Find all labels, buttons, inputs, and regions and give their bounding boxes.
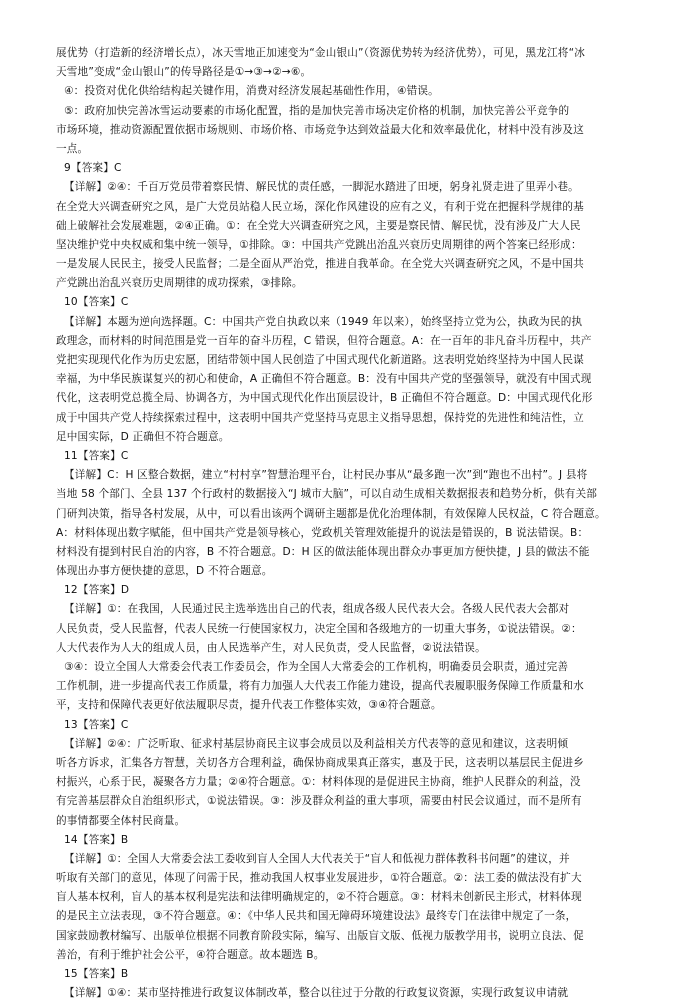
text-line: 展优势（打造新的经济增长点），冰天雪地正加速变为“金山银山”（资源优势转为经济优势），可见，黑龙江将“冰 [56,47,586,59]
text-line: 体现出办事方便快捷的意思，D 不符合题意。 [56,565,273,578]
text-line: 足中国实际，D 正确但不符合题意。 [56,430,230,443]
text-line: 【详解】②④：千百万党员带着察民情、解民忧的责任感，一脚泥水踏进了田埂，躬身礼贤走进了里弄小巷。 [64,181,579,194]
text-line: ④：投资对优化供给结构起关键作用，消费对经济发展起基础性作用，④错误。 [64,85,439,98]
text-line: 市场环境，推动资源配置依据市场规则、市场价格、市场竞争达到效益最大化和效率最优化，材料中没有涉及这 [56,123,584,136]
text-line: 产党跳出治乱兴衰历史周期律的成功探索，③排除。 [56,277,303,290]
text-line: 12【答案】D [64,584,130,597]
text-line: 9【答案】C [64,162,122,175]
text-line: 人民负责，受人民监督，代表人民统一行使国家权力，决定全国和各级地方的一切重大事务，①说法错误。②： [56,622,582,635]
text-line: 听取有关部门的意见，体现了问需于民，推动我国人权事业发展进步，①符合题意。②：法工委的做法没有扩大 [56,872,582,885]
text-line: 天雪地”变成“金山银山”的传导路径是①→③→②→⑥。 [56,66,312,79]
text-line: 材料没有提到村民自治的内容，B 不符合题意。D：H 区的做法能体现出群众办事更加方便快捷，J 县的做法不能 [56,545,590,558]
text-line: 11【答案】C [64,449,129,462]
text-line: ③④：设立全国人大常委会代表工作委员会，作为全国人大常委会的工作机构，明确委员会职责，通过完善 [64,661,569,673]
text-line: 成于中国共产党人持续探索过程中，这表明中国共产党坚持马克思主义指导思想，保持党的先进性和纯洁性，立 [56,411,584,424]
document-page [56,44,640,1003]
text-line: 的是民主立法表现，③不符合题意。④：《中华人民共和国无障碍环境建设法》最终专门在法律中规定了一条， [56,910,577,923]
text-line: 国家鼓励教材编写、出版单位根据不同教育阶段实际，编写、出版盲文版、低视力版教学用书，说明立良法、促 [56,929,584,942]
text-line: 一是发展人民民主，接受人民监督；二是全面从严治党，推进自我革命。在全党大兴调查研究之风，不是中国共 [56,258,584,271]
text-line: 盲人基本权利，盲人的基本权利是宪法和法律明确规定的，②不符合题意。③：材料未创新民主形式，材料体现 [56,891,582,904]
text-line: 础上破解社会发展难题，②④正确。①：在全党大兴调查研究之风，主要是察民情、解民忧，没有涉及广大人民 [56,219,581,232]
text-line: 善治，有利于维护社会公平，④符合题意。故本题选 B。 [56,948,325,961]
text-line: 幸福，为中华民族谋复兴的初心和使命，A 正确但不符合题意。B：没有中国共产党的坚强领导，就没有中国式现 [56,373,592,386]
text-line: 坚决维护党中央权威和集中统一领导，①排除。③：中国共产党跳出治乱兴衰历史周期律的两个答案已经形成： [56,238,582,251]
text-line: 一点。 [56,142,89,155]
text-line: 有完善基层群众自治组织形式，①说法错误。③：涉及群众利益的重大事项，需要由村民会议通过，而不是所有 [56,795,582,808]
text-line: 【详解】本题为逆向选择题。C：中国共产党自执政以来（1949 年以来），始终坚持立党为公，执政为民的执 [64,315,583,328]
text-line: 当地 58 个部门、全县 137 个行政村的数据接入“J 城市大脑”，可以自动生成相关数据报表和趋势分析，供有关部 [56,488,598,501]
text-line: 【详解】C：H 区整合数据，建立“村村享”智慧治理平台，让村民办事从“最多跑一次”到“跑也不出村”。J 县将 [64,469,588,482]
text-line: 13【答案】C [64,718,129,731]
text-line: 在全党大兴调查研究之风，是广大党员站稳人民立场，深化作风建设的应有之义，有利于党在把握科学规律的基 [56,200,584,213]
text-line: ⑤：政府加快完善冰雪运动要素的市场化配置，指的是加快完善市场决定价格的机制，加快完善公平竞争的 [64,104,570,117]
text-line: 政理念，而材料的时间范围是党一百年的奋斗历程，C 错误，但符合题意。A：在一百年的非凡奋斗历程中，共产 [56,334,592,347]
text-line: 15【答案】B [64,968,129,980]
text-line: A：材料体现出数字赋能，但中国共产党是领导核心，党政机关管理效能提升的说法是错误的，B 说法错误。B： [56,526,589,539]
text-line: 10【答案】C [64,296,129,309]
text-line: 的事情都要全体村民商量。 [56,814,186,827]
text-line: 门研判决策，指导各村发展，从中，可以看出该两个调研主题都是优化治理体制，有效保障人民权益，C 符合题意。 [56,507,606,520]
text-line: 【详解】①④：某市坚持推进行政复议体制改革，整合以往过于分散的行政复议资源，实现行政复议申请就 [64,987,569,1000]
text-line: 14【答案】B [64,833,129,846]
text-line: 平，支持和保障代表更好依法履职尽责，提升代表工作整体实效，③④符合题意。 [56,699,442,712]
text-line: 【详解】①：全国人大常委会法工委收到盲人全国人大代表关于“盲人和低视力群体教科书问题”的建议，并 [64,852,570,865]
text-line: 【详解】①：在我国，人民通过民主选举选出自己的代表，组成各级人民代表大会。各级人民代表大会都对 [64,603,570,616]
text-line: 村振兴，心系于民，凝聚各方力量；②④符合题意。①：材料体现的是促进民主协商，维护人民群众的利益，没 [56,776,581,789]
text-line: 听各方诉求，汇集各方智慧，关切各方合理利益，确保协商成果真正落实，惠及于民，这表明以基层民主促进乡 [56,756,584,769]
text-line: 工作机制，进一步提高代表工作质量，将有力加强人大代表工作能力建设，提高代表履职服务保障工作质量和水 [56,680,584,693]
text-line: 【详解】②④：广泛听取、征求村基层协商民主议事会成员以及利益相关方代表等的意见和建议，这表明倾 [64,737,569,750]
text-line: 代化，这表明党总揽全局、协调各方，为中国式现代化作出顶层设计，B 正确但不符合题意。D：中国式现代化形 [56,392,593,405]
text-line: 党把实现现代化作为历史宏愿，团结带领中国人民创造了中国式现代化新道路。这表明党始终坚持为中国人民谋 [56,354,584,366]
text-line: 人大代表作为人大的组成人员，由人民选举产生，对人民负责，受人民监督，②说法错误。 [56,641,486,654]
